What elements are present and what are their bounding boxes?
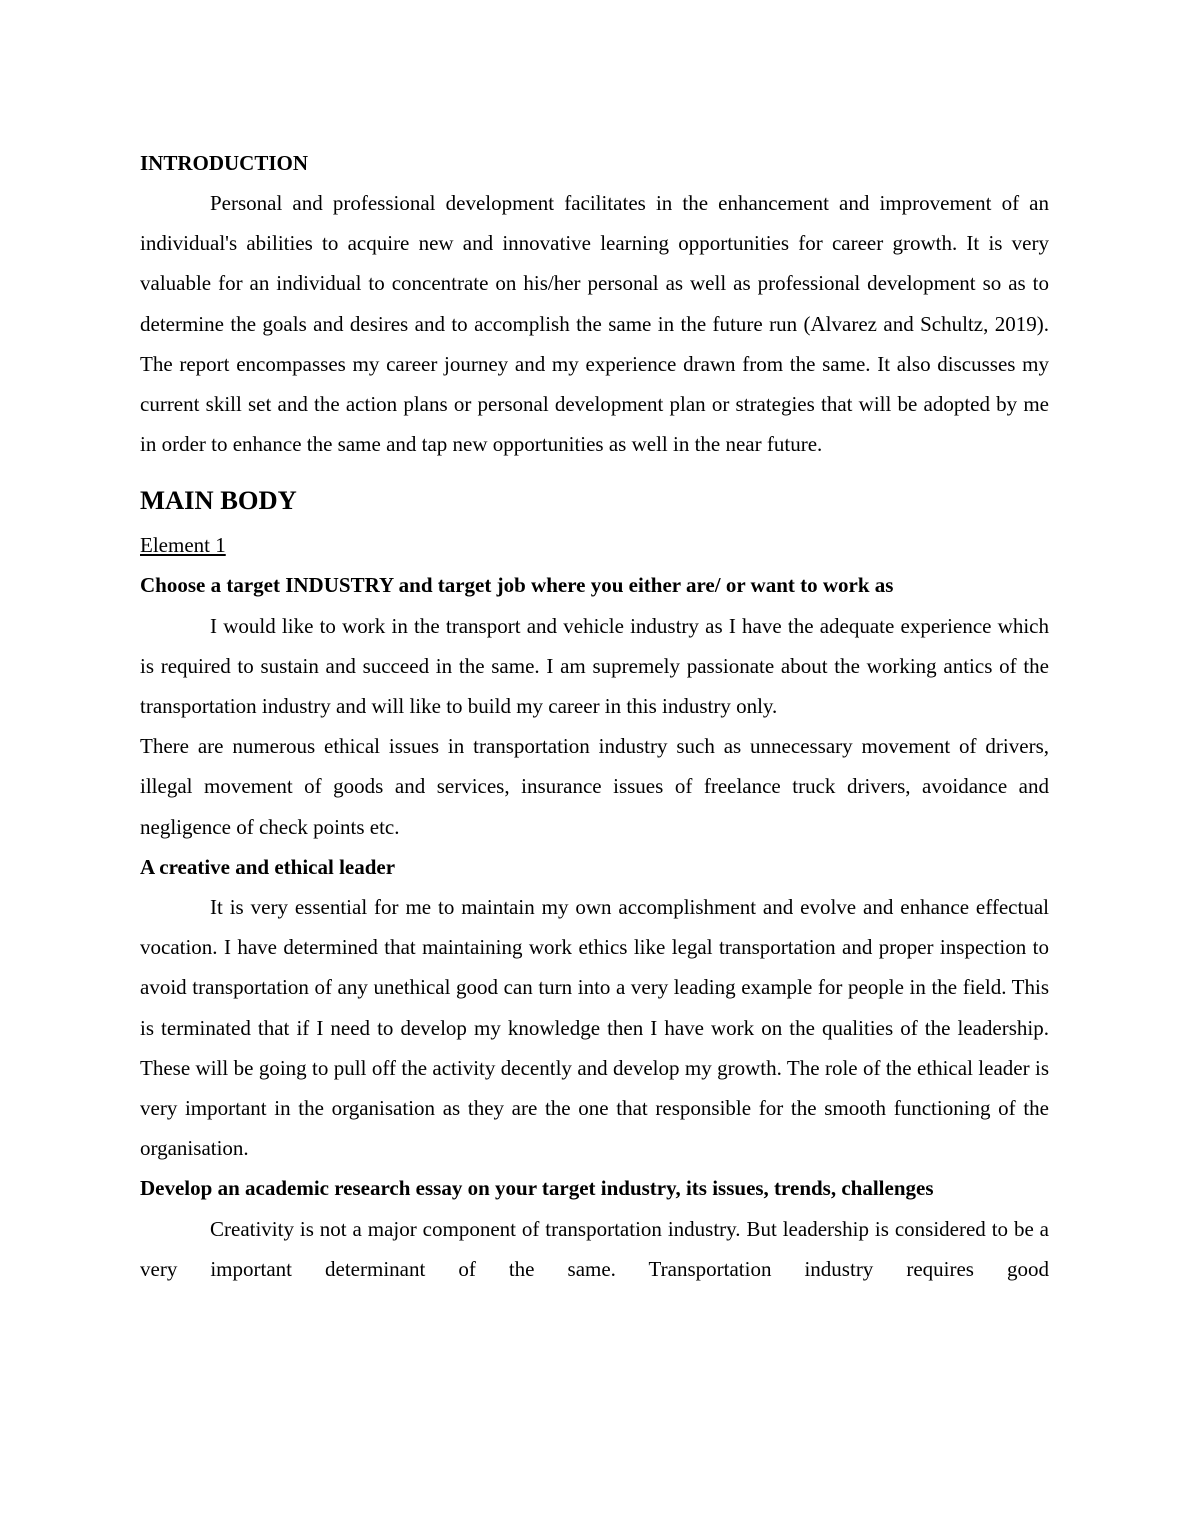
ethical-leader-heading: A creative and ethical leader bbox=[140, 854, 396, 879]
research-essay-heading: Develop an academic research essay on your target industry, its issues, trends, challenges bbox=[140, 1176, 934, 1201]
introduction-heading: INTRODUCTION bbox=[140, 151, 309, 175]
target-industry-paragraph: I would like to work in the transport and vehicle industry as I have the adequate experience which is required to sustain and succeed in the same. I am supremely passionate about the working antics of the transportation industry and will like to build my career in this industry only. bbox=[140, 613, 1049, 719]
research-essay-paragraph: Creativity is not a major component of transportation industry. But leadership is considered to be a very important determinant of the same. Transportation industry requires good bbox=[140, 1216, 1049, 1281]
target-industry-heading: Choose a target INDUSTRY and target job where you either are/ or want to work as bbox=[140, 573, 894, 598]
ethical-leader-paragraph: It is very essential for me to maintain my own accomplishment and evolve and enhance effectual vocation. I have determined that maintaining work ethics like legal transportation and proper inspection to avoid transportation of any unethical good can turn into a very leading example for people in the field. This is terminated that if I need to develop my knowledge then I have work on the qualities of the leadership. These will be going to pull off the activity decently and develop my growth. The role of the ethical leader is very important in the organisation as they are the one that responsible for the smooth functioning of the organisation. bbox=[140, 895, 1049, 1161]
element-1-label: Element 1 bbox=[140, 533, 226, 558]
introduction-paragraph: Personal and professional development facilitates in the enhancement and improvement of an individual's abilities to acquire new and innovative learning opportunities for career growth. It is very valuable for an individual to concentrate on his/her personal as well as professional development so as to determine the goals and desires and to accomplish the same in the future run (Alvarez and Schultz, 2019). The report encompasses my career journey and my experience drawn from the same. It also discusses my current skill set and the action plans or personal development plan or strategies that will be adopted by me in order to enhance the same and tap new opportunities as well in the near future. bbox=[140, 191, 1049, 457]
main-body-heading: MAIN BODY bbox=[140, 485, 297, 516]
ethical-issues-paragraph: There are numerous ethical issues in transportation industry such as unnecessary movement of drivers, illegal movement of goods and services, insurance issues of freelance truck drivers, avoidance and negligence of check points etc. bbox=[140, 734, 1049, 839]
document-page bbox=[140, 143, 1049, 1289]
